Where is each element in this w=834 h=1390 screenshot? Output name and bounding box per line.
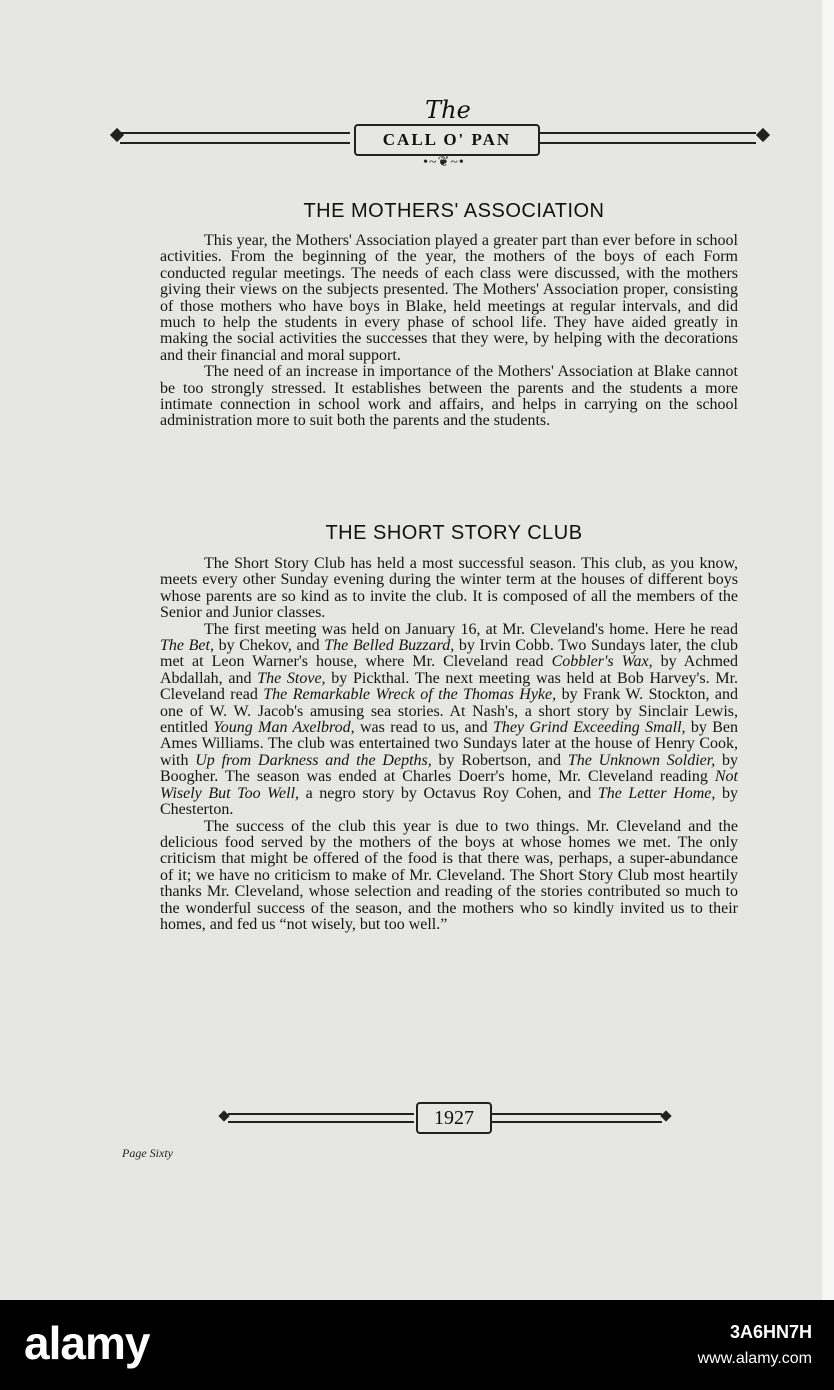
page-edge: [822, 0, 834, 1300]
alamy-logo: alamy: [24, 1317, 150, 1369]
paragraph: This year, the Mothers' Association played a greater part than ever before in school activities. From the beginning of the year, the mothers of the boys of each Form conducted regular meetings. The needs of each class were discussed, with the mothers giving their views on the subjects presented. The Mothers' Association proper, consisting of those mothers who have boys in Blake, held meetings at regular intervals, and did much to help the students in every phase of school life. They have aided greatly in making the social activities the successes that they were, by helping with the decorations and their financial and moral support.: [160, 232, 738, 364]
story-title: The Bet,: [160, 637, 214, 655]
story-title: Young Man Axelbrod,: [213, 719, 355, 737]
header-script-word: The: [425, 96, 471, 124]
text-run: by Irvin Cobb. Two Sundays later, the club met at Leon Warner's house, where Mr. Cleveland read: [160, 637, 739, 671]
text-run: by Chesterton.: [160, 784, 739, 819]
image-id: 3A6HN7H: [729, 1322, 812, 1342]
paragraph: The Short Story Club has held a most successful season. This club, as you know, meets every other Sunday evening during the winter term at the houses of different boys whose parents are so kind as to invite the club. It is composed of all the members of the Senior and Junior classes.: [160, 555, 738, 622]
paragraph: The need of an increase in importance of the Mothers' Association at Blake cannot be too strongly stressed. It establishes between the parents and the students a more intimate connection in school work and affairs, and helps in carrying on the school administration more to suit both the parents and the students.: [160, 363, 738, 430]
header-rule-right: [538, 132, 756, 144]
text-run: by Boogher. The season was ended at Charles Doerr's home, Mr. Cleveland reading: [160, 751, 739, 786]
text-run: by Chekov, and: [213, 637, 325, 655]
header-ornament: [108, 96, 772, 186]
short-story-club-title: THE SHORT STORY CLUB: [325, 522, 583, 544]
text-run: was read to us, and: [354, 719, 494, 737]
text-run: by Pickthal. The next meeting was held at Bob Harvey's. Mr. Cleveland read: [160, 669, 739, 704]
text-run: by Achmed Abdallah, and: [160, 653, 738, 687]
story-title: Up from Darkness and the Depths,: [195, 751, 432, 769]
text-run: by Ben Ames Williams. The club was entertained two Sundays later at the house of Henry Cook, with: [160, 719, 739, 769]
diamond-ornament-icon: [756, 128, 770, 142]
paragraph: The success of the club this year is due to two things. Mr. Cleveland and the delicious food served by the mothers of the boys at whose homes we met. The only criticism that might be offered of the food is that there was, perhaps, a super-abundance of it; we have no criticism to make of Mr. Cleveland. The Short Story Club most heartily thanks Mr. Cleveland, whose selection and reading of the stories contributed so much to the wonderful success of the season, and the mothers who so kindly invited us to their homes, and fed us “not wisely, but too well.”: [160, 817, 738, 933]
story-title: The Stove,: [257, 669, 326, 687]
banner-url: www.alamy.com: [697, 1350, 812, 1367]
stock-banner: [0, 1300, 834, 1390]
text-run: by Robertson, and: [431, 751, 568, 769]
publication-title: CALL O' PAN: [354, 124, 540, 156]
text-run: by Frank W. Stockton, and one of W. W. Jacob's amusing sea stories. At Nash's, a short story by Sinclair Lewis, entitled: [160, 686, 738, 737]
mothers-association-title: THE MOTHERS' ASSOCIATION: [303, 200, 605, 222]
text-run: The first meeting was held on January 16, at Mr. Cleveland's home. Here he read: [204, 620, 738, 638]
page-number: Page Sixty: [122, 1146, 173, 1160]
footer-rule-left: [228, 1113, 414, 1123]
year-label: 1927: [416, 1102, 492, 1134]
story-title: The Belled Buzzard,: [324, 637, 455, 655]
footer-rule-right: [492, 1113, 662, 1123]
diamond-ornament-icon: [660, 1110, 671, 1121]
flourish-ornament-icon: •~❦~•: [423, 155, 465, 170]
story-title: The Remarkable Wreck of the Thomas Hyke,: [263, 686, 557, 704]
text-run: a negro story by Octavus Roy Cohen, and: [299, 784, 598, 802]
mothers-association-body: [160, 233, 738, 430]
story-title: Cobbler's Wax,: [551, 653, 653, 671]
footer-ornament: [218, 1096, 672, 1140]
short-story-club-body: [160, 556, 738, 933]
story-title: The Letter Home,: [597, 784, 716, 802]
paragraph: [160, 622, 738, 819]
story-title: They Grind Exceeding Small,: [493, 719, 686, 737]
story-title: Not Wisely But Too Well,: [160, 768, 738, 802]
story-title: The Unknown Soldier,: [567, 751, 716, 769]
header-rule-left: [120, 132, 350, 144]
